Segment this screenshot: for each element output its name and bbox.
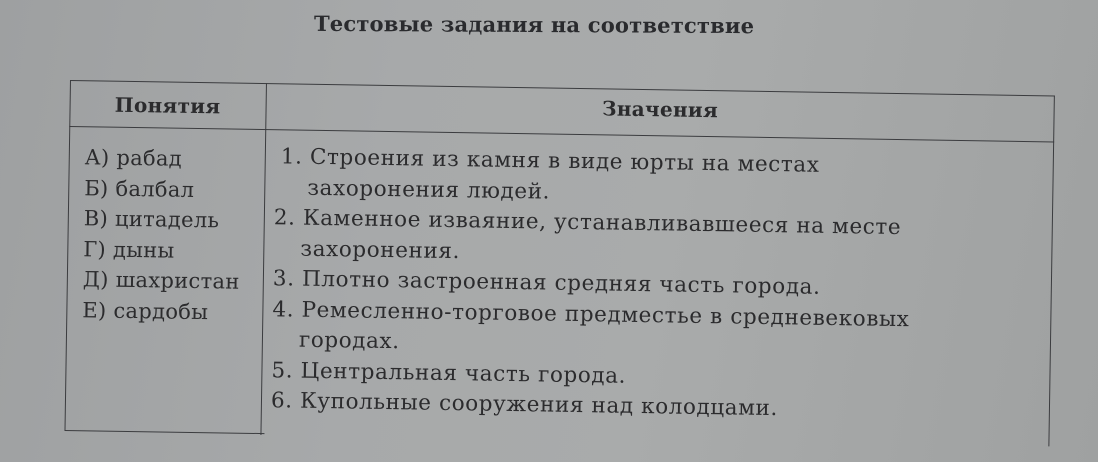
- meaning-item-continuation: захоронения людей.: [307, 175, 551, 205]
- concept-item: Е) сардобы: [82, 297, 209, 324]
- meanings-column: [271, 142, 912, 426]
- meaning-item-continuation: захоронения.: [300, 236, 461, 264]
- meaning-item: 4. Ремесленно-торговое предместье в средневековых: [272, 296, 910, 332]
- concept-item: В) цитадель: [83, 206, 220, 233]
- meaning-item: 3. Плотно застроенная средняя часть города.: [272, 266, 821, 300]
- concept-item: Д) шахристан: [82, 267, 240, 294]
- concept-item: Г) дыны: [83, 236, 175, 263]
- matching-table: [64, 80, 1054, 447]
- concepts-column: [82, 142, 242, 327]
- meaning-item: 1. Строения из камня в виде юрты на местах: [280, 144, 820, 178]
- meaning-item-continuation: городах.: [298, 327, 400, 355]
- meaning-item: 6. Купольные сооружения над колодцами.: [270, 388, 779, 422]
- meaning-item: 2. Каменное изваяние, устанавливавшееся на месте: [273, 205, 902, 241]
- header-meanings: Значения: [601, 96, 719, 123]
- page-title: Тестовые задания на соответствие: [313, 10, 755, 39]
- meaning-item: 5. Центральная часть города.: [271, 357, 627, 389]
- header-concepts: Понятия: [114, 92, 221, 119]
- concept-item: Б) балбал: [84, 175, 195, 202]
- concept-item: А) рабад: [84, 145, 183, 171]
